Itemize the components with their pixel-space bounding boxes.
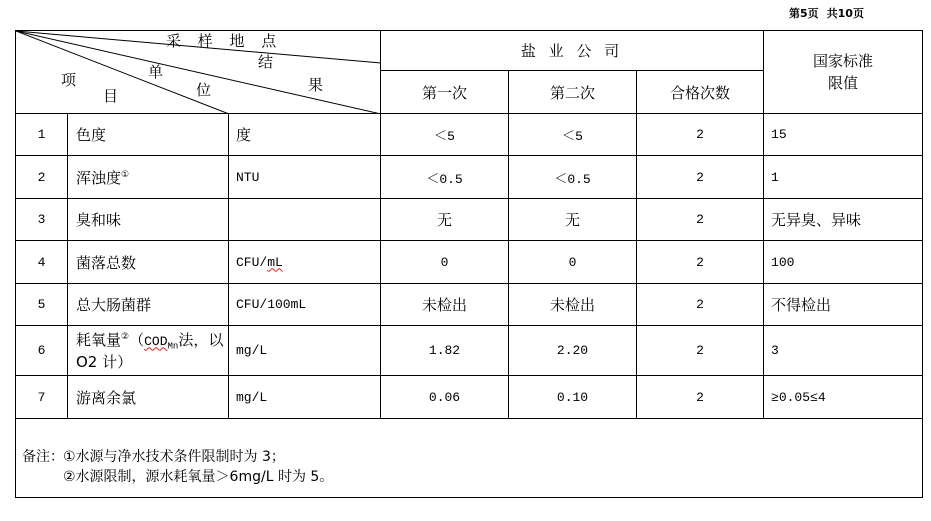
cell-pass-count: 2 (637, 241, 764, 284)
cell-pass-count: 2 (637, 114, 764, 156)
cell-no: 4 (16, 241, 68, 284)
cell-first-test: 无 (381, 199, 509, 241)
cell-item (68, 326, 229, 376)
cell-standard-limit: 3 (764, 326, 923, 376)
header-label-item-2: 目 (103, 87, 119, 105)
page-current: 第5页 (789, 7, 819, 20)
cell-first-test: 1.82 (381, 326, 509, 376)
table-row (16, 156, 923, 199)
cell-unit: mg/L (229, 376, 381, 419)
table-row (16, 114, 923, 156)
cell-second-test: 无 (509, 199, 637, 241)
cell-no: 3 (16, 199, 68, 241)
cell-first-test: ＜0.5 (381, 156, 509, 199)
cell-item: 色度 (68, 114, 229, 156)
cell-first-test: ＜5 (381, 114, 509, 156)
cell-unit (229, 241, 381, 284)
cell-unit: CFU/100mL (229, 284, 381, 326)
cell-standard-limit: 100 (764, 241, 923, 284)
notes-block (16, 429, 922, 487)
cell-pass-count: 2 (637, 156, 764, 199)
cell-unit: mg/L (229, 326, 381, 376)
header-label-item-1: 项 (61, 71, 77, 89)
cell-first-test: 未检出 (381, 284, 509, 326)
header-row (16, 31, 923, 71)
cell-item (68, 156, 229, 199)
header-standard-line-2: 限值 (828, 74, 859, 92)
cell-item: 游离余氯 (68, 376, 229, 419)
cell-standard-limit: 15 (764, 114, 923, 156)
header-second-test: 第二次 (509, 71, 637, 114)
cell-second-test: 0.10 (509, 376, 637, 419)
cell-pass-count: 2 (637, 284, 764, 326)
unit-suffix: mL (267, 254, 283, 270)
cell-second-test: ＜0.5 (509, 156, 637, 199)
report-table (15, 30, 923, 498)
item-cod (144, 333, 179, 352)
item-label: 耗氧量 (76, 330, 122, 349)
cell-no: 6 (16, 326, 68, 376)
header-standard-line-1: 国家标准 (813, 52, 874, 70)
item-cod-text: COD (144, 333, 168, 349)
header-first-test: 第一次 (381, 71, 509, 114)
unit-base: CFU/ (236, 254, 268, 270)
footnote-marker: ② (121, 331, 130, 342)
diagonal-header (16, 31, 381, 114)
cell-unit (229, 199, 381, 241)
cell-pass-count: 2 (637, 376, 764, 419)
cell-second-test: ＜5 (509, 114, 637, 156)
table-row (16, 199, 923, 241)
cell-item: 臭和味 (68, 199, 229, 241)
cell-no: 7 (16, 376, 68, 419)
notes-row (16, 419, 923, 498)
header-group-company: 盐 业 公 司 (381, 31, 764, 71)
header-pass-count: 合格次数 (637, 71, 764, 114)
cell-first-test: 0.06 (381, 376, 509, 419)
page-number (789, 5, 864, 21)
cell-first-test: 0 (381, 241, 509, 284)
cell-unit: NTU (229, 156, 381, 199)
item-cod-subscript: Mn (167, 341, 179, 352)
table-row (16, 241, 923, 284)
cell-second-test: 未检出 (509, 284, 637, 326)
table-row (16, 376, 923, 419)
header-label-result-2: 果 (308, 76, 324, 94)
table-row (16, 326, 923, 376)
footnote-marker: ① (121, 169, 130, 180)
cell-item: 总大肠菌群 (68, 284, 229, 326)
cell-item: 菌落总数 (68, 241, 229, 284)
notes-lines (63, 447, 333, 487)
note-line: ①水源与净水技术条件限制时为 3； (63, 449, 285, 465)
cell-no: 2 (16, 156, 68, 199)
item-label: 浑浊度 (76, 168, 122, 187)
cell-pass-count: 2 (637, 326, 764, 376)
header-label-sampling-point: 采 样 地 点 (166, 32, 283, 50)
notes-label: 备注： (22, 449, 64, 465)
table-row (16, 284, 923, 326)
item-line-2: O2 计） (76, 352, 133, 371)
cell-unit: 度 (229, 114, 381, 156)
cell-second-test: 0 (509, 241, 637, 284)
notes-cell (16, 419, 923, 498)
header-label-unit-2: 位 (196, 81, 212, 99)
header-label-result-1: 结 (258, 53, 274, 71)
page-total: 共10页 (826, 7, 864, 20)
cell-standard-limit: 无异臭、异味 (764, 199, 923, 241)
cell-pass-count: 2 (637, 199, 764, 241)
item-method: 法，以 (178, 330, 224, 349)
cell-second-test: 2.20 (509, 326, 637, 376)
cell-no: 1 (16, 114, 68, 156)
cell-standard-limit: 不得检出 (764, 284, 923, 326)
cell-standard-limit: ≥0.05≤4 (764, 376, 923, 419)
header-label-unit-1: 单 (148, 63, 164, 81)
cell-standard-limit: 1 (764, 156, 923, 199)
cell-no: 5 (16, 284, 68, 326)
item-paren: （ (129, 330, 145, 349)
note-line: ②水源限制，源水耗氧量＞6mg/L 时为 5。 (63, 469, 334, 485)
header-national-standard (764, 31, 923, 114)
